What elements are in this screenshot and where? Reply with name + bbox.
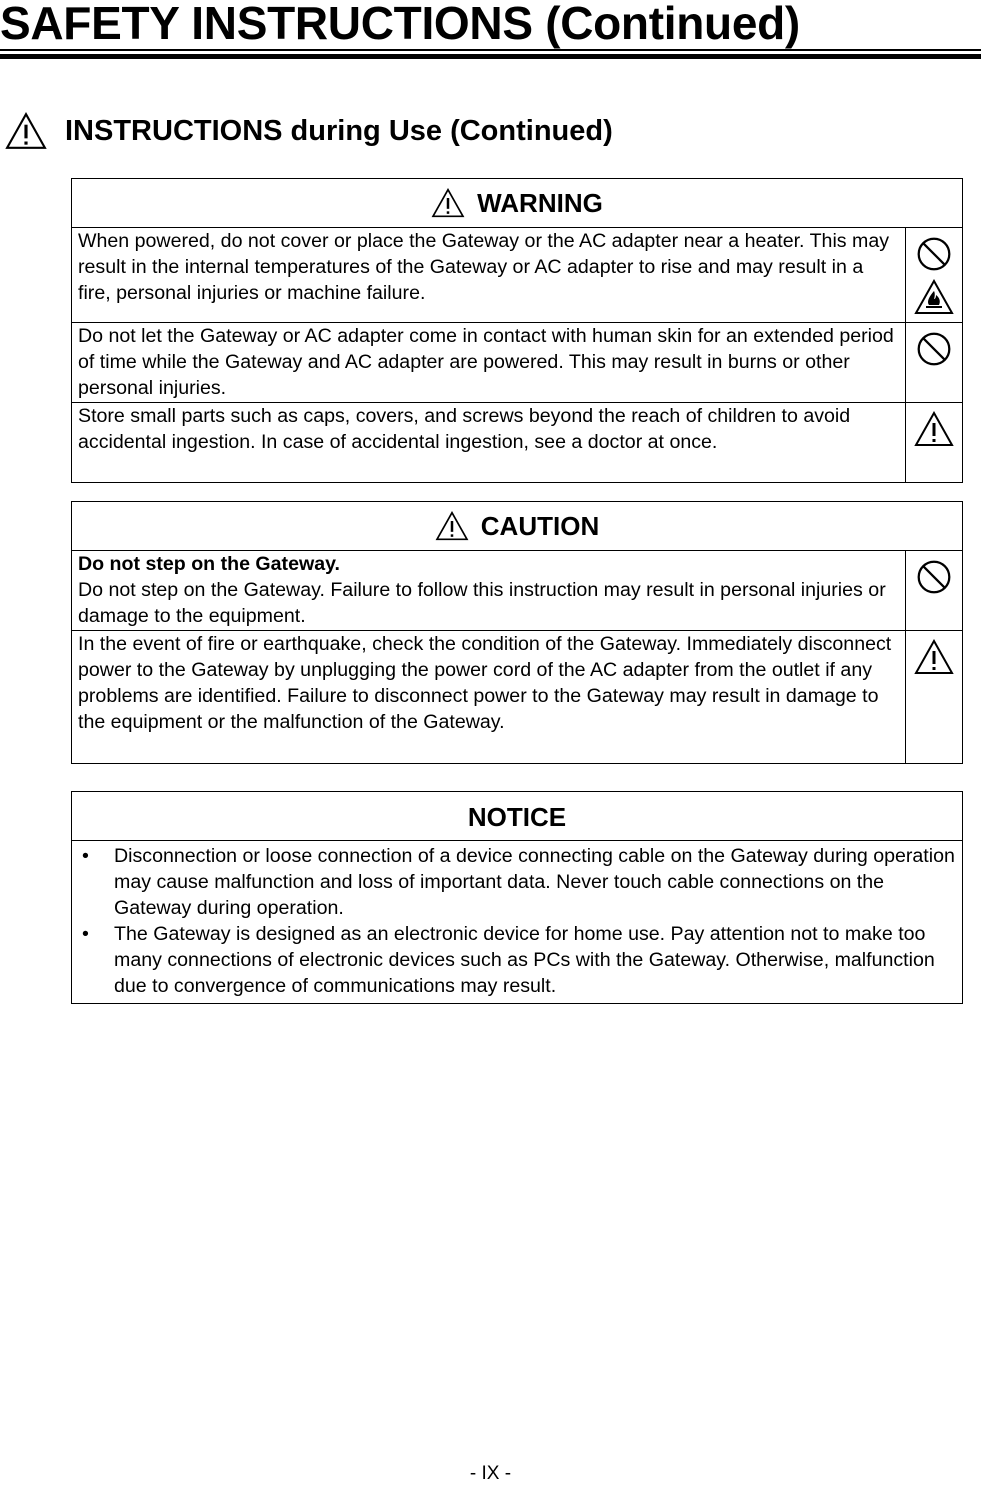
page-number: - IX -	[469, 1463, 512, 1484]
warning-icon	[914, 411, 954, 447]
title-rule-thin	[0, 49, 981, 51]
warning-row-text: Do not let the Gateway or AC adapter come in contact with human skin for an extended period of time while the Gateway and AC adapter are powered. This may result in burns or other personal injuries.	[72, 323, 906, 403]
warning-table	[71, 178, 963, 483]
warning-row-text: When powered, do not cover or place the Gateway or the AC adapter near a heater. This may result in the internal temperatures of the Gateway or AC adapter to rise and may result in a fire, personal injuries or machine failure.	[72, 228, 906, 323]
caution-header: CAUTION	[480, 511, 600, 542]
notice-header: NOTICE	[467, 802, 567, 833]
caution-row-text: In the event of fire or earthquake, check the condition of the Gateway. Immediately disconnect power to the Gateway by unplugging the power cord of the AC adapter from the outlet if any problems are identified. Failure to disconnect power to the Gateway may result in damage to the equipment or the malfunction of the Gateway.	[72, 631, 906, 764]
caution-row-title: Do not step on the Gateway.	[78, 553, 340, 575]
title-rule-thick	[0, 54, 981, 59]
warning-icon	[5, 112, 47, 150]
warning-icon	[914, 639, 954, 675]
page-title: SAFETY INSTRUCTIONS (Continued)	[0, 0, 800, 49]
warning-header: WARNING	[477, 188, 603, 219]
caution-row-text: Do not step on the Gateway. Failure to follow this instruction may result in personal injuries or damage to the equipment.	[78, 579, 886, 627]
caution-table	[71, 501, 963, 764]
warning-icon	[431, 188, 465, 218]
prohibited-icon	[916, 236, 952, 272]
section-heading-text: INSTRUCTIONS during Use (Continued)	[65, 114, 613, 147]
prohibited-icon	[916, 559, 952, 595]
notice-table	[71, 791, 963, 1004]
warning-row-text: Store small parts such as caps, covers, and screws beyond the reach of children to avoid accidental ingestion. In case of accidental ingestion, see a doctor at once.	[72, 403, 906, 483]
prohibited-icon	[916, 331, 952, 367]
notice-item: • Disconnection or loose connection of a device connecting cable on the Gateway during operation may cause malfunction and loss of important data. Never touch cable connections on the Gateway during operation.	[109, 843, 962, 921]
warning-icon	[435, 511, 469, 541]
notice-item: • The Gateway is designed as an electronic device for home use. Pay attention not to make too many connections of electronic devices such as PCs with the Gateway. Otherwise, malfunction due to convergence of communications may result.	[109, 921, 962, 999]
fire-hazard-icon	[914, 279, 954, 315]
section-heading	[5, 112, 613, 150]
